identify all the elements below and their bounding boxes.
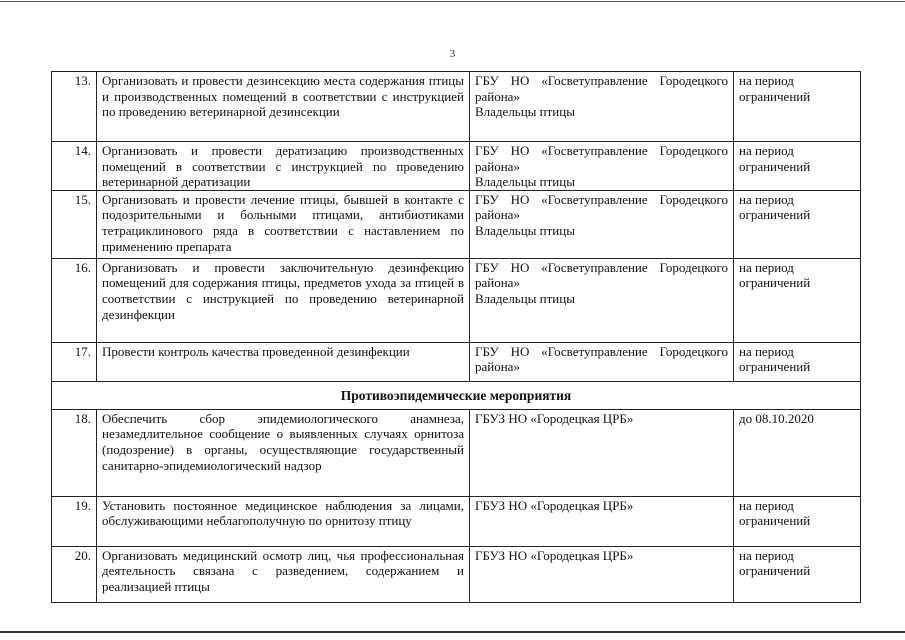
responsible-secondary: Владельцы птицы: [475, 290, 575, 306]
row-task: Организовать и провести дератизацию производственных помещений в соответствии с инструкцией по проведению ветеринарной дератизации: [97, 142, 470, 191]
table-row: [52, 190, 861, 258]
responsible-org: ГБУЗ НО «Городецкая ЦРБ»: [475, 497, 634, 513]
row-responsible: [470, 142, 734, 191]
table-row: [52, 496, 861, 546]
row-term: на период ограничений: [734, 546, 861, 602]
table-row: [52, 409, 861, 496]
responsible-org: ГБУ НО «Госветуправление Городецкого района»: [475, 343, 728, 375]
table-row: [52, 546, 861, 602]
row-task: Организовать и провести заключительную дезинфекцию помещений для содержания птицы, предметов ухода за птицей в соответствии с инструкцией по проведению ветеринарной дезинфекции: [97, 258, 470, 342]
row-task: Организовать и провести дезинсекцию места содержания птицы и производственных помещений в соответствии с инструкцией по проведению ветеринарной дезинсекции: [97, 72, 470, 142]
table-row: [52, 72, 861, 142]
row-task: Организовать и провести лечение птицы, бывшей в контакте с подозрительными и больными птицами, антибиотиками тетрациклинового ряда в соответствии с наставлением по применению препарата: [97, 190, 470, 258]
row-number: 15.: [52, 190, 97, 258]
row-number: 16.: [52, 258, 97, 342]
section-header-row: [52, 381, 861, 409]
row-term: на период ограничений: [734, 72, 861, 142]
responsible-org: ГБУЗ НО «Городецкая ЦРБ»: [475, 410, 634, 426]
row-task: Провести контроль качества проведенной дезинфекции: [97, 342, 470, 381]
row-number: 20.: [52, 546, 97, 602]
row-term: на период ограничений: [734, 142, 861, 191]
scan-line-top: [0, 1, 905, 2]
row-term: на период ограничений: [734, 190, 861, 258]
row-responsible: [470, 72, 734, 142]
row-number: 14.: [52, 142, 97, 191]
row-responsible: [470, 342, 734, 381]
row-term: на период ограничений: [734, 342, 861, 381]
row-responsible: [470, 190, 734, 258]
scan-line-bottom: [0, 631, 905, 633]
page-number: 3: [449, 48, 456, 60]
row-responsible: [470, 258, 734, 342]
responsible-org: ГБУ НО «Госветуправление Городецкого района»: [475, 259, 728, 291]
row-term: до 08.10.2020: [734, 409, 861, 496]
table-row: [52, 142, 861, 191]
row-number: 18.: [52, 409, 97, 496]
row-number: 19.: [52, 496, 97, 546]
responsible-org: ГБУЗ НО «Городецкая ЦРБ»: [475, 547, 634, 563]
row-task: Организовать медицинский осмотр лиц, чья профессиональная деятельность связана с разведением, содержанием и реализацией птицы: [97, 546, 470, 602]
veterinary-measures-rows: [52, 72, 861, 382]
row-number: 17.: [52, 342, 97, 381]
responsible-secondary: Владельцы птицы: [475, 174, 575, 190]
epidemic-measures-rows: [52, 409, 861, 602]
row-responsible: [470, 546, 734, 602]
measures-table: [51, 71, 861, 603]
responsible-org: ГБУ НО «Госветуправление Городецкого района»: [475, 143, 728, 174]
row-task: Обеспечить сбор эпидемиологического анамнеза, незамедлительное сообщение о выявленных случаях орнитоза (подозрение) в органы, осуществляющие государственный санитарно-эпидемиологический надзор: [97, 409, 470, 496]
row-task: Установить постоянное медицинское наблюдения за лицами, обслуживающими неблагополучную по орнитозу птицу: [97, 496, 470, 546]
table-row: [52, 258, 861, 342]
responsible-org: ГБУ НО «Госветуправление Городецкого района»: [475, 73, 728, 104]
row-responsible: [470, 496, 734, 546]
responsible-secondary: Владельцы птицы: [475, 222, 575, 238]
responsible-secondary: Владельцы птицы: [475, 104, 575, 120]
row-term: на период ограничений: [734, 258, 861, 342]
section-title: Противоэпидемические мероприятия: [52, 381, 861, 409]
row-number: 13.: [52, 72, 97, 142]
table-row: [52, 342, 861, 381]
row-responsible: [470, 409, 734, 496]
section-header-body: [52, 381, 861, 409]
row-term: на период ограничений: [734, 496, 861, 546]
responsible-org: ГБУ НО «Госветуправление Городецкого района»: [475, 191, 728, 223]
